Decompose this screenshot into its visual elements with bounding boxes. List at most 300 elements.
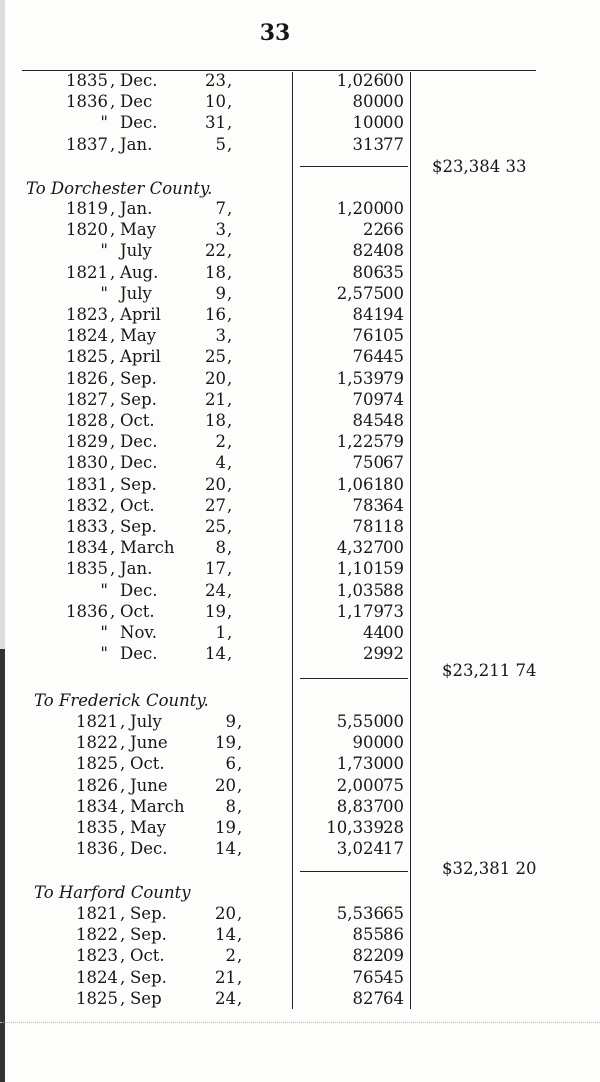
entry-year: 1821: [66, 262, 108, 282]
entry-cents: 00: [383, 733, 404, 753]
entry-month: Aug.: [120, 262, 159, 282]
scan-noise: [0, 1022, 600, 1025]
entry-year: 1827: [66, 389, 108, 409]
year-comma: ,: [120, 733, 126, 753]
year-comma: ,: [120, 754, 126, 774]
entry-dollars: 3,024: [336, 839, 384, 859]
entry-cents: 35: [383, 262, 404, 282]
entry-month: Jan.: [120, 134, 153, 154]
entry-month: June: [130, 775, 168, 795]
entry-day: 18: [205, 411, 226, 430]
entry-day: 7: [215, 199, 226, 218]
ledger-row: [0, 796, 600, 817]
entry-dollars: 1,179: [336, 601, 384, 621]
section-heading: To Dorchester County.: [26, 179, 213, 198]
day-comma: ,: [227, 495, 233, 515]
day-comma: ,: [237, 796, 243, 816]
entry-month: Sep.: [120, 517, 157, 536]
day-comma: ,: [227, 220, 233, 240]
entry-month: March: [130, 796, 185, 816]
ledger-row: [0, 838, 600, 859]
entry-day: 8: [215, 538, 226, 558]
day-comma: ,: [237, 904, 243, 923]
entry-month: Sep.: [130, 904, 167, 923]
entry-cents: 64: [383, 988, 404, 1008]
entry-month: Jan.: [120, 199, 153, 218]
ledger-row: [0, 988, 600, 1009]
entry-dollars: 2,575: [336, 283, 384, 303]
entry-dollars: 900: [352, 733, 384, 753]
year-comma: ,: [120, 818, 126, 837]
entry-year: ": [100, 113, 108, 133]
day-comma: ,: [227, 241, 233, 261]
section-total: $23,384 33: [432, 157, 527, 176]
entry-month: Sep.: [120, 389, 157, 409]
day-comma: ,: [227, 517, 233, 536]
entry-month: Oct.: [120, 601, 155, 621]
day-comma: ,: [237, 712, 243, 731]
entry-year: 1820: [66, 220, 108, 240]
entry-cents: 48: [383, 411, 404, 430]
ledger-row: [0, 753, 600, 774]
entry-year: 1825: [66, 347, 108, 367]
entry-year: 1821: [76, 712, 118, 731]
entry-month: May: [120, 326, 157, 346]
day-comma: ,: [227, 368, 233, 388]
day-comma: ,: [237, 946, 243, 966]
day-comma: ,: [237, 967, 243, 987]
entry-cents: 79: [383, 432, 404, 452]
entry-cents: 65: [383, 904, 404, 923]
entry-month: May: [120, 220, 157, 240]
entry-cents: 64: [383, 495, 404, 515]
entry-day: 19: [215, 818, 236, 837]
entry-dollars: 100: [352, 113, 384, 133]
entry-dollars: 806: [352, 262, 384, 282]
entry-year: 1834: [66, 538, 108, 558]
entry-cents: 94: [383, 305, 404, 324]
year-comma: ,: [110, 71, 116, 90]
entry-month: Oct.: [120, 411, 155, 430]
entry-cents: 66: [383, 220, 404, 240]
section-heading: To Harford County: [34, 883, 191, 902]
entry-day: 19: [215, 733, 236, 753]
entry-cents: 67: [383, 453, 404, 473]
year-comma: ,: [110, 474, 116, 494]
year-comma: ,: [120, 712, 126, 731]
entry-year: 1830: [66, 453, 108, 473]
ledger-row: [0, 537, 600, 558]
entry-month: April: [120, 305, 161, 324]
entry-cents: 00: [383, 754, 404, 774]
entry-day: 24: [215, 988, 236, 1008]
entry-month: Dec.: [130, 839, 168, 859]
year-comma: ,: [110, 453, 116, 473]
entry-day: 20: [215, 775, 236, 795]
year-comma: ,: [110, 262, 116, 282]
entry-cents: 00: [383, 538, 404, 558]
day-comma: ,: [227, 580, 233, 600]
entry-year: 1837: [66, 134, 108, 154]
entry-dollars: 841: [352, 305, 384, 324]
entry-dollars: 5,550: [336, 712, 384, 731]
year-comma: ,: [110, 559, 116, 579]
entry-day: 23: [205, 71, 226, 90]
entry-year: ": [100, 580, 108, 600]
day-comma: ,: [227, 474, 233, 494]
entry-day: 19: [205, 601, 226, 621]
ledger-row: [0, 240, 600, 261]
day-comma: ,: [227, 347, 233, 367]
entry-cents: 00: [383, 199, 404, 218]
entry-cents: 09: [383, 946, 404, 966]
entry-dollars: 822: [352, 946, 384, 966]
day-comma: ,: [237, 839, 243, 859]
entry-dollars: 1,730: [336, 754, 384, 774]
entry-month: July: [130, 712, 162, 731]
entry-cents: 05: [383, 326, 404, 346]
day-comma: ,: [237, 754, 243, 774]
entry-day: 9: [225, 712, 236, 731]
entry-cents: 18: [383, 517, 404, 536]
day-comma: ,: [227, 432, 233, 452]
entry-month: Dec.: [120, 113, 158, 133]
entry-year: ": [100, 283, 108, 303]
entry-month: Dec.: [120, 644, 158, 664]
entry-year: 1822: [76, 733, 118, 753]
entry-day: 31: [205, 113, 226, 133]
entry-year: 1821: [76, 904, 118, 923]
entry-day: 9: [215, 283, 226, 303]
entry-cents: 88: [383, 580, 404, 600]
entry-dollars: 313: [352, 134, 384, 154]
entry-month: Dec.: [120, 580, 158, 600]
entry-month: Oct.: [130, 946, 165, 966]
section-sum-rule: [300, 678, 408, 679]
entry-year: 1826: [66, 368, 108, 388]
entry-year: 1836: [66, 92, 108, 112]
entry-year: 1819: [66, 199, 108, 218]
entry-year: ": [100, 623, 108, 642]
entry-day: 6: [225, 754, 236, 774]
entry-day: 21: [205, 389, 226, 409]
year-comma: ,: [110, 538, 116, 558]
entry-month: July: [120, 283, 152, 303]
entry-year: 1825: [76, 754, 118, 774]
entry-dollars: 1,101: [336, 559, 384, 579]
entry-cents: 80: [383, 474, 404, 494]
entry-cents: 00: [383, 712, 404, 731]
entry-month: April: [120, 347, 161, 367]
entry-month: Dec.: [120, 432, 158, 452]
day-comma: ,: [227, 644, 233, 664]
day-comma: ,: [227, 601, 233, 621]
day-comma: ,: [227, 389, 233, 409]
entry-dollars: 44: [363, 623, 384, 642]
day-comma: ,: [237, 925, 243, 945]
entry-dollars: 8,837: [336, 796, 384, 816]
ledger-row: [0, 711, 600, 732]
year-comma: ,: [110, 326, 116, 346]
entry-day: 25: [205, 347, 226, 367]
day-comma: ,: [227, 411, 233, 430]
section-total: $32,381 20: [442, 859, 537, 878]
year-comma: ,: [120, 796, 126, 816]
ledger-row: [0, 410, 600, 431]
entry-year: 1828: [66, 411, 108, 430]
entry-day: 14: [205, 644, 226, 664]
year-comma: ,: [110, 368, 116, 388]
entry-year: 1824: [76, 967, 118, 987]
year-comma: ,: [110, 432, 116, 452]
entry-year: 1826: [76, 775, 118, 795]
ledger-row: [0, 732, 600, 753]
section-total: $23,211 74: [442, 661, 537, 680]
ledger-row: [0, 495, 600, 516]
entry-day: 20: [205, 368, 226, 388]
entry-cents: 08: [383, 241, 404, 261]
entry-year: 1829: [66, 432, 108, 452]
day-comma: ,: [227, 113, 233, 133]
entry-cents: 74: [383, 389, 404, 409]
entry-month: Oct.: [120, 495, 155, 515]
year-comma: ,: [110, 220, 116, 240]
year-comma: ,: [110, 601, 116, 621]
year-comma: ,: [120, 967, 126, 987]
section-heading: To Frederick County.: [34, 691, 209, 710]
entry-day: 27: [205, 495, 226, 515]
entry-day: 17: [205, 559, 226, 579]
day-comma: ,: [237, 733, 243, 753]
entry-cents: 86: [383, 925, 404, 945]
entry-day: 4: [215, 453, 226, 473]
entry-month: Oct.: [130, 754, 165, 774]
ledger-row: [0, 817, 600, 838]
entry-day: 20: [205, 474, 226, 494]
year-comma: ,: [110, 305, 116, 324]
ledger-row: [0, 70, 600, 91]
entry-month: Sep.: [120, 474, 157, 494]
entry-cents: 59: [383, 559, 404, 579]
entry-year: 1823: [66, 305, 108, 324]
day-comma: ,: [227, 92, 233, 112]
ledger-row: [0, 134, 600, 155]
entry-year: ": [100, 241, 108, 261]
day-comma: ,: [237, 818, 243, 837]
entry-dollars: 1,035: [336, 580, 384, 600]
entry-year: 1834: [76, 796, 118, 816]
entry-dollars: 4,327: [336, 538, 384, 558]
entry-day: 24: [205, 580, 226, 600]
ledger-row: [0, 91, 600, 112]
entry-day: 2: [225, 946, 236, 966]
entry-cents: 75: [383, 775, 404, 795]
day-comma: ,: [227, 262, 233, 282]
year-comma: ,: [120, 904, 126, 923]
entry-dollars: 1,200: [336, 199, 384, 218]
ledger-row: [0, 580, 600, 601]
day-comma: ,: [227, 538, 233, 558]
entry-cents: 92: [383, 644, 404, 664]
entry-day: 3: [215, 326, 226, 346]
ledger-row: [0, 622, 600, 643]
entry-month: Dec: [120, 92, 153, 112]
entry-day: 22: [205, 241, 226, 261]
entry-dollars: 765: [352, 967, 384, 987]
year-comma: ,: [110, 92, 116, 112]
ledger-row: [0, 112, 600, 133]
entry-month: May: [130, 818, 167, 837]
day-comma: ,: [227, 134, 233, 154]
entry-dollars: 761: [352, 326, 384, 346]
entry-cents: 00: [383, 71, 404, 90]
entry-dollars: 1,225: [336, 432, 384, 452]
day-comma: ,: [227, 326, 233, 346]
year-comma: ,: [110, 495, 116, 515]
section-sum-rule: [300, 871, 408, 872]
year-comma: ,: [110, 411, 116, 430]
entry-dollars: 1,061: [336, 474, 384, 494]
year-comma: ,: [110, 517, 116, 536]
entry-cents: 28: [383, 818, 404, 837]
entry-dollars: 750: [352, 453, 384, 473]
entry-year: ": [100, 644, 108, 664]
ledger-row: [0, 924, 600, 945]
entry-dollars: 855: [352, 925, 384, 945]
year-comma: ,: [110, 134, 116, 154]
entry-dollars: 783: [352, 495, 384, 515]
day-comma: ,: [237, 775, 243, 795]
entry-day: 1: [215, 623, 226, 642]
entry-day: 2: [215, 432, 226, 452]
ledger-row: [0, 967, 600, 988]
entry-month: March: [120, 538, 175, 558]
entry-dollars: 2,000: [336, 775, 384, 795]
entry-cents: 79: [383, 368, 404, 388]
entry-dollars: 1,026: [336, 71, 384, 90]
entry-dollars: 709: [352, 389, 384, 409]
entry-year: 1824: [66, 326, 108, 346]
entry-day: 20: [215, 904, 236, 923]
year-comma: ,: [120, 925, 126, 945]
entry-day: 21: [215, 967, 236, 987]
entry-year: 1825: [76, 988, 118, 1008]
day-comma: ,: [227, 305, 233, 324]
entry-dollars: 22: [363, 220, 384, 240]
day-comma: ,: [227, 199, 233, 218]
ledger-row: [0, 198, 600, 219]
entry-cents: 73: [383, 601, 404, 621]
entry-dollars: 781: [352, 517, 384, 536]
day-comma: ,: [237, 988, 243, 1008]
entry-cents: 00: [383, 623, 404, 642]
entry-month: Sep: [130, 988, 162, 1008]
entry-cents: 45: [383, 967, 404, 987]
entry-cents: 00: [383, 283, 404, 303]
year-comma: ,: [110, 389, 116, 409]
entry-year: 1833: [66, 517, 108, 536]
entry-year: 1832: [66, 495, 108, 515]
entry-month: July: [120, 241, 152, 261]
entry-dollars: 800: [352, 92, 384, 112]
day-comma: ,: [227, 283, 233, 303]
entry-day: 25: [205, 517, 226, 536]
entry-cents: 00: [383, 796, 404, 816]
entry-day: 3: [215, 220, 226, 240]
ledger-row: [0, 775, 600, 796]
entry-day: 18: [205, 262, 226, 282]
entry-dollars: 764: [352, 347, 384, 367]
year-comma: ,: [120, 839, 126, 859]
entry-day: 14: [215, 925, 236, 945]
entry-dollars: 845: [352, 411, 384, 430]
entry-year: 1823: [76, 946, 118, 966]
entry-month: Sep.: [120, 368, 157, 388]
ledger-row: [0, 219, 600, 240]
day-comma: ,: [227, 71, 233, 90]
year-comma: ,: [120, 775, 126, 795]
entry-month: Sep.: [130, 967, 167, 987]
entry-year: 1822: [76, 925, 118, 945]
entry-year: 1835: [76, 818, 118, 837]
entry-dollars: 5,536: [336, 904, 384, 923]
year-comma: ,: [110, 199, 116, 218]
day-comma: ,: [227, 453, 233, 473]
entry-year: 1831: [66, 474, 108, 494]
ledger-row: [0, 325, 600, 346]
entry-month: Dec.: [120, 71, 158, 90]
entry-day: 14: [215, 839, 236, 859]
entry-cents: 45: [383, 347, 404, 367]
entry-month: Nov.: [120, 623, 157, 642]
entry-cents: 00: [383, 92, 404, 112]
year-comma: ,: [110, 347, 116, 367]
entry-dollars: 29: [363, 644, 384, 664]
entry-month: June: [130, 733, 168, 753]
entry-dollars: 1,539: [336, 368, 384, 388]
ledger-row: [0, 283, 600, 304]
ledger-row: [0, 389, 600, 410]
ledger-row: [0, 368, 600, 389]
entry-cents: 77: [383, 134, 404, 154]
entry-dollars: 824: [352, 241, 384, 261]
ledger-row: [0, 903, 600, 924]
day-comma: ,: [227, 623, 233, 642]
section-sum-rule: [300, 166, 408, 167]
entry-dollars: 827: [352, 988, 384, 1008]
entry-dollars: 10,339: [326, 818, 384, 837]
day-comma: ,: [227, 559, 233, 579]
ledger-row: [0, 945, 600, 966]
ledger-row: [0, 346, 600, 367]
ledger-row: [0, 601, 600, 622]
ledger-row: [0, 431, 600, 452]
entry-month: Dec.: [120, 453, 158, 473]
ledger-row: [0, 516, 600, 537]
entry-day: 16: [205, 305, 226, 324]
entry-day: 8: [225, 796, 236, 816]
ledger-row: [0, 452, 600, 473]
entry-year: 1836: [76, 839, 118, 859]
entry-month: Sep.: [130, 925, 167, 945]
entry-month: Jan.: [120, 559, 153, 579]
year-comma: ,: [120, 946, 126, 966]
entry-cents: 17: [383, 839, 404, 859]
ledger-row: [0, 474, 600, 495]
entry-day: 10: [205, 92, 226, 112]
entry-day: 5: [215, 134, 226, 154]
page-number: 33: [259, 20, 291, 46]
